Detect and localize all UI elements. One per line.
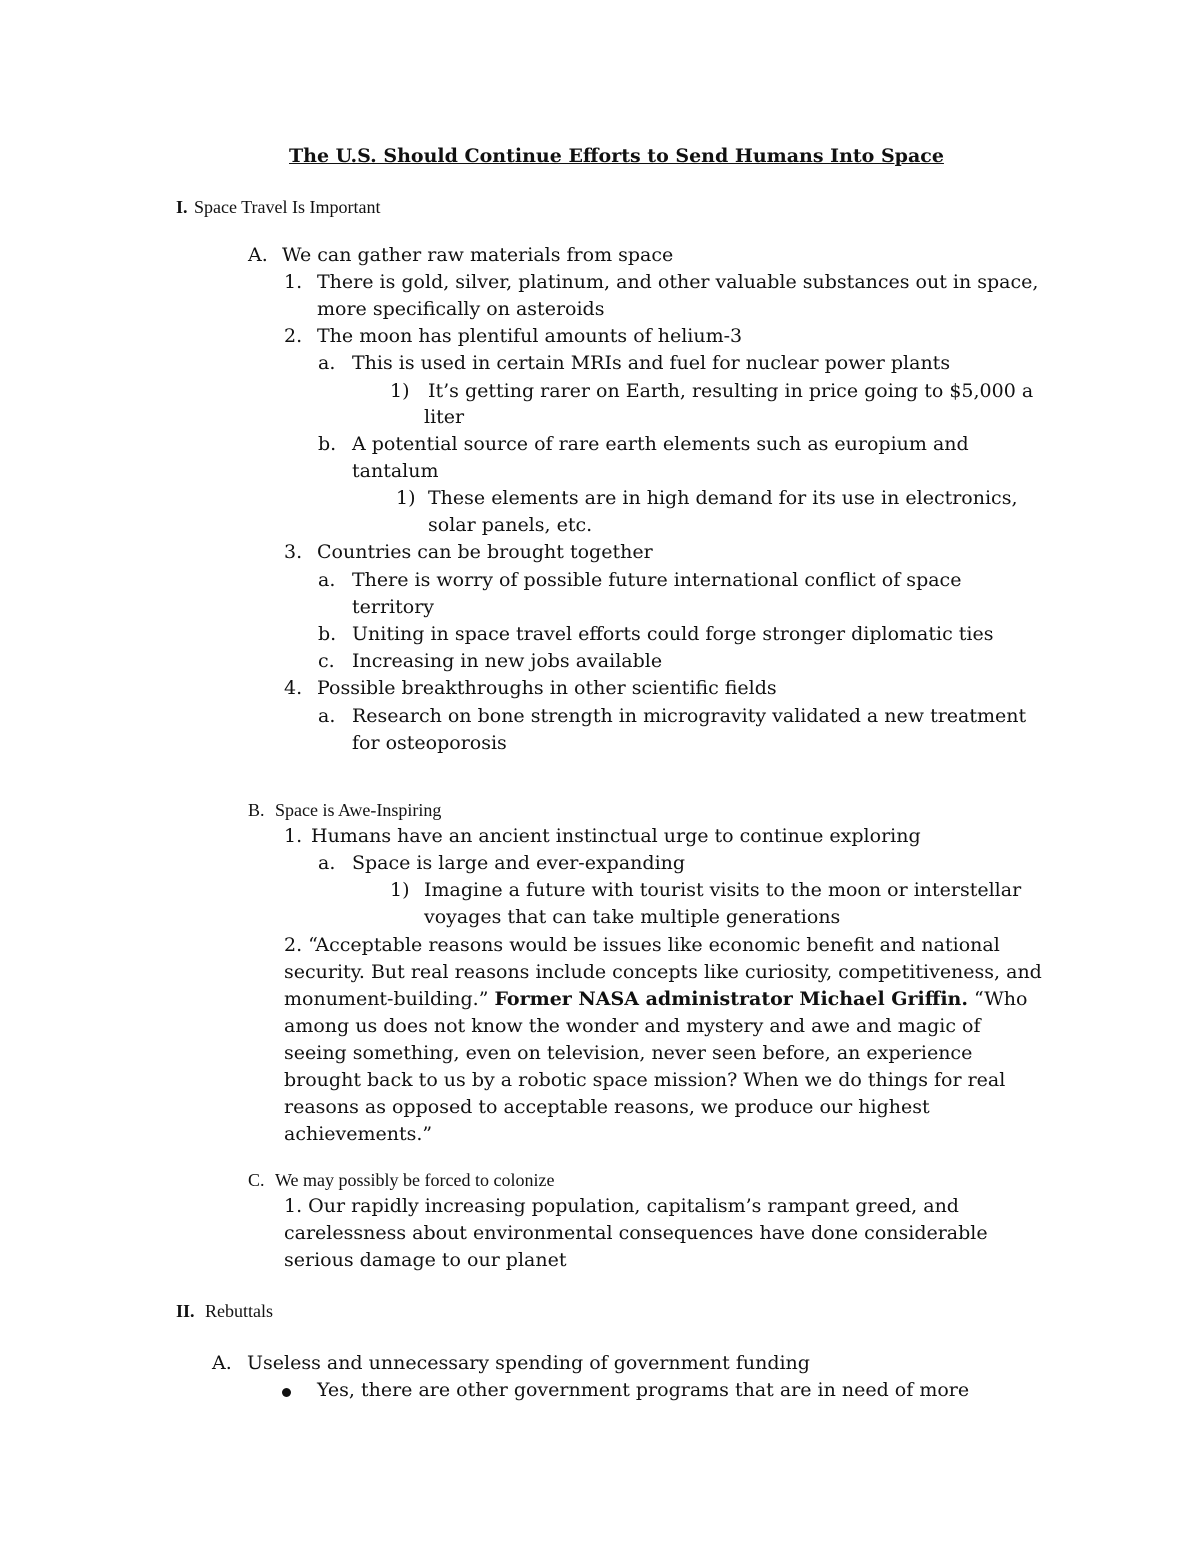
quote-line: among us does not know the wonder and mystery and awe and magic of [284,1015,981,1037]
outline-text: It’s getting rarer on Earth, resulting in price going to $5,000 a [428,380,1034,402]
outline-text: tantalum [352,460,439,482]
outline-marker: a. [318,852,336,874]
outline-text: Yes, there are other government programs that are in need of more [317,1379,970,1401]
outline-text: liter [424,406,465,428]
outline-text: 1. Our rapidly increasing population, capitalism’s rampant greed, and [284,1195,959,1217]
outline-text: Uniting in space travel efforts could forge stronger diplomatic ties [352,623,994,645]
outline-marker: A. [212,1352,232,1374]
quote-line: brought back to us by a robotic space mission? When we do things for real [284,1069,1006,1091]
quote-line: 2. “Acceptable reasons would be issues like economic benefit and national [284,934,1000,956]
outline-marker: c. [318,650,335,672]
quote-line: achievements.” [284,1123,433,1145]
outline-marker: 3. [284,541,303,563]
outline-text: The moon has plentiful amounts of helium-3 [317,325,743,347]
outline-marker: 4. [284,677,303,699]
outline-marker: 1) [390,879,410,901]
quote-text: monument-building.” [284,988,495,1010]
outline-text: Useless and unnecessary spending of government funding [247,1352,810,1374]
outline-marker: C. [248,1170,265,1190]
quote-line: security. But real reasons include concepts like curiosity, competitiveness, and [284,961,1042,983]
outline-text: voyages that can take multiple generations [424,906,841,928]
outline-marker: 1. [284,271,303,293]
section-heading: Rebuttals [205,1301,273,1321]
section-heading: Space Travel Is Important [194,197,381,217]
page-title: The U.S. Should Continue Efforts to Send Humans Into Space [289,145,944,167]
outline-text: This is used in certain MRIs and fuel for nuclear power plants [352,352,951,374]
outline-text: These elements are in high demand for its use in electronics, [428,487,1018,509]
outline-text: We can gather raw materials from space [282,244,674,266]
outline-marker: b. [318,433,337,455]
outline-text: There is gold, silver, platinum, and other valuable substances out in space, [317,271,1039,293]
bullet-icon [282,1388,291,1397]
outline-text: for osteoporosis [352,732,507,754]
outline-marker: A. [248,244,268,266]
section-marker: I. [176,197,188,217]
quote-line [284,990,1027,1009]
outline-marker: a. [318,705,336,727]
quote-text: “Who [967,988,1028,1010]
outline-marker: 1. [284,825,303,847]
outline-text: Space is large and ever-expanding [352,852,686,874]
outline-text: solar panels, etc. [428,514,593,536]
outline-marker: a. [318,352,336,374]
quote-line: reasons as opposed to acceptable reasons, we produce our highest [284,1096,930,1118]
outline-text: serious damage to our planet [284,1249,567,1271]
outline-text: territory [352,596,435,618]
outline-heading: We may possibly be forced to colonize [275,1170,555,1190]
section-marker: II. [176,1301,195,1321]
outline-marker: a. [318,569,336,591]
quote-line: seeing something, even on television, never seen before, an experience [284,1042,973,1064]
outline-text: Increasing in new jobs available [352,650,663,672]
outline-text: Humans have an ancient instinctual urge to continue exploring [311,825,921,847]
outline-marker: 2. [284,325,303,347]
outline-text: Imagine a future with tourist visits to the moon or interstellar [424,879,1022,901]
outline-text: There is worry of possible future international conflict of space [352,569,962,591]
quote-attribution: Former NASA administrator Michael Griffin. [494,988,968,1010]
outline-text: Possible breakthroughs in other scientific fields [317,677,777,699]
outline-text: carelessness about environmental consequences have done considerable [284,1222,988,1244]
outline-marker: 1) [390,380,410,402]
outline-heading: Space is Awe-Inspiring [275,800,442,820]
outline-marker: b. [318,623,337,645]
outline-text: more specifically on asteroids [317,298,605,320]
outline-marker: 1) [396,487,416,509]
outline-text: Research on bone strength in microgravity validated a new treatment [352,705,1027,727]
outline-text: Countries can be brought together [317,541,653,563]
outline-text: A potential source of rare earth elements such as europium and [352,433,969,455]
outline-marker: B. [248,800,265,820]
